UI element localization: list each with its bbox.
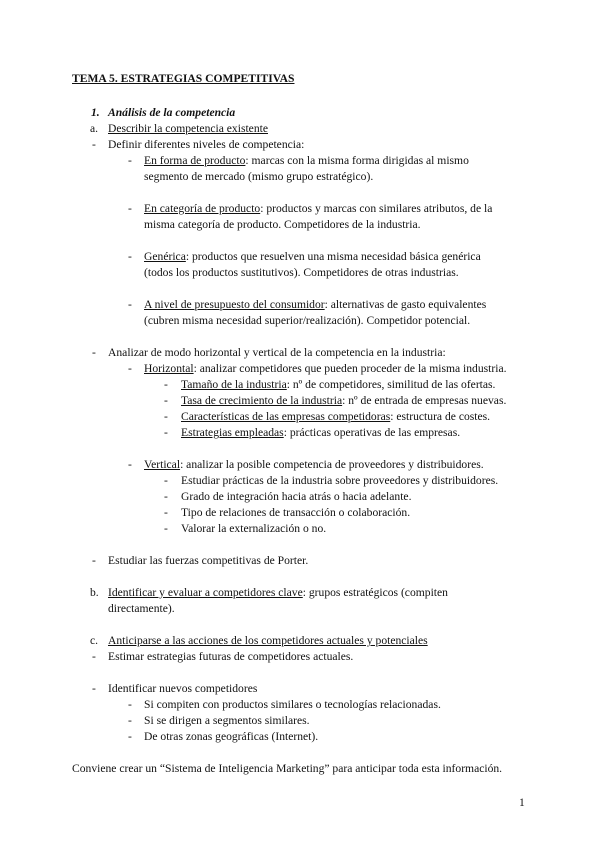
bullet: - (128, 154, 132, 167)
bullet: - (164, 490, 168, 503)
subitem-term: Tamaño de la industria (181, 378, 287, 391)
bullet: - (128, 714, 132, 727)
item-marker-b: b. (90, 586, 99, 599)
porter-item: Estudiar las fuerzas competitivas de Porter. (108, 554, 309, 567)
analyze-intro: Analizar de modo horizontal y vertical de la competencia en la industria: (108, 346, 446, 359)
vertical-subitem: Grado de integración hacia atrás o hacia adelante. (181, 490, 412, 503)
item-a-label: Describir la competencia existente (108, 122, 268, 135)
bullet: - (128, 458, 132, 471)
estimate-item: Estimar estrategias futuras de competidores actuales. (108, 650, 354, 663)
bullet: - (128, 298, 132, 311)
level-desc: : marcas con la misma forma dirigidas al mismo (245, 154, 469, 167)
bullet: - (92, 682, 96, 695)
bullet: - (128, 202, 132, 215)
level-desc-cont: (cubren misma necesidad superior/realización). Competidor potencial. (144, 314, 471, 327)
page-title: TEMA 5. ESTRATEGIAS COMPETITIVAS (72, 72, 295, 85)
bullet: - (128, 250, 132, 263)
item-marker-a: a. (90, 122, 99, 135)
vertical-subitem: Tipo de relaciones de transacción o colaboración. (181, 506, 411, 519)
level-item (144, 250, 481, 264)
horizontal-subitem (181, 378, 495, 392)
bullet: - (164, 522, 168, 535)
bullet: - (128, 698, 132, 711)
level-desc-cont: (todos los productos sustitutivos). Competidores de otras industrias. (144, 266, 459, 279)
level-desc: : productos que resuelven una misma necesidad básica genérica (185, 250, 481, 263)
identify-subitem: De otras zonas geográficas (Internet). (144, 730, 319, 743)
level-desc: : productos y marcas con similares atributos, de la (260, 202, 493, 215)
subitem-desc: : nº de competidores, similitud de las ofertas. (286, 378, 496, 391)
subitem-term: Estrategias empleadas (181, 426, 284, 439)
item-b-desc-cont: directamente). (108, 602, 175, 615)
bullet: - (164, 474, 168, 487)
page-number: 1 (519, 796, 525, 809)
horizontal-subitem (181, 410, 490, 424)
identify-item: Identificar nuevos competidores (108, 682, 258, 695)
subitem-desc: : nº de entrada de empresas nuevas. (342, 394, 507, 407)
bullet: - (128, 362, 132, 375)
identify-subitem: Si se dirigen a segmentos similares. (144, 714, 310, 727)
level-item (144, 202, 492, 216)
vertical-subitem: Valorar la externalización o no. (181, 522, 327, 535)
item-b (108, 586, 448, 600)
subitem-term: Tasa de crecimiento de la industria (181, 394, 343, 407)
level-desc: : alternativas de gasto equivalentes (324, 298, 487, 311)
item-b-desc: : grupos estratégicos (compiten (302, 586, 448, 599)
section-number: 1. (91, 106, 100, 119)
vertical-item (144, 458, 484, 472)
bullet: - (92, 554, 96, 567)
bullet: - (128, 730, 132, 743)
level-desc-cont: misma categoría de producto. Competidores de la industria. (144, 218, 421, 231)
bullet: - (164, 410, 168, 423)
vertical-desc: : analizar la posible competencia de proveedores y distribuidores. (180, 458, 484, 471)
level-item (144, 154, 469, 168)
item-b-term: Identificar y evaluar a competidores clave (108, 586, 303, 599)
conclusion-paragraph: Conviene crear un “Sistema de Inteligencia Marketing” para anticipar toda esta información. (72, 762, 503, 775)
subitem-desc: : estructura de costes. (390, 410, 491, 423)
horizontal-term: Horizontal (144, 362, 194, 375)
level-item (144, 298, 486, 312)
level-desc-cont: segmento de mercado (mismo grupo estratégico). (144, 170, 374, 183)
bullet: - (92, 650, 96, 663)
section-heading: Análisis de la competencia (108, 106, 236, 119)
horizontal-subitem (181, 394, 506, 408)
level-term: Genérica (144, 250, 186, 263)
level-term: En forma de producto (144, 154, 246, 167)
horizontal-desc: : analizar competidores que pueden proceder de la misma industria. (193, 362, 507, 375)
subitem-term: Características de las empresas competidoras (181, 410, 391, 423)
subitem-desc: : prácticas operativas de las empresas. (283, 426, 461, 439)
vertical-subitem: Estudiar prácticas de la industria sobre proveedores y distribuidores. (181, 474, 499, 487)
level-term: A nivel de presupuesto del consumidor (144, 298, 325, 311)
bullet: - (92, 346, 96, 359)
horizontal-subitem (181, 426, 460, 440)
item-c-term: Anticiparse a las acciones de los competidores actuales y potenciales (108, 634, 428, 647)
vertical-term: Vertical (144, 458, 181, 471)
horizontal-item (144, 362, 507, 376)
bullet: - (164, 378, 168, 391)
identify-subitem: Si compiten con productos similares o tecnologías relacionadas. (144, 698, 441, 711)
bullet: - (164, 506, 168, 519)
bullet: - (92, 138, 96, 151)
level-term: En categoría de producto (144, 202, 261, 215)
bullet: - (164, 426, 168, 439)
bullet: - (164, 394, 168, 407)
item-marker-c: c. (90, 634, 99, 647)
levels-intro: Definir diferentes niveles de competencia: (108, 138, 305, 151)
